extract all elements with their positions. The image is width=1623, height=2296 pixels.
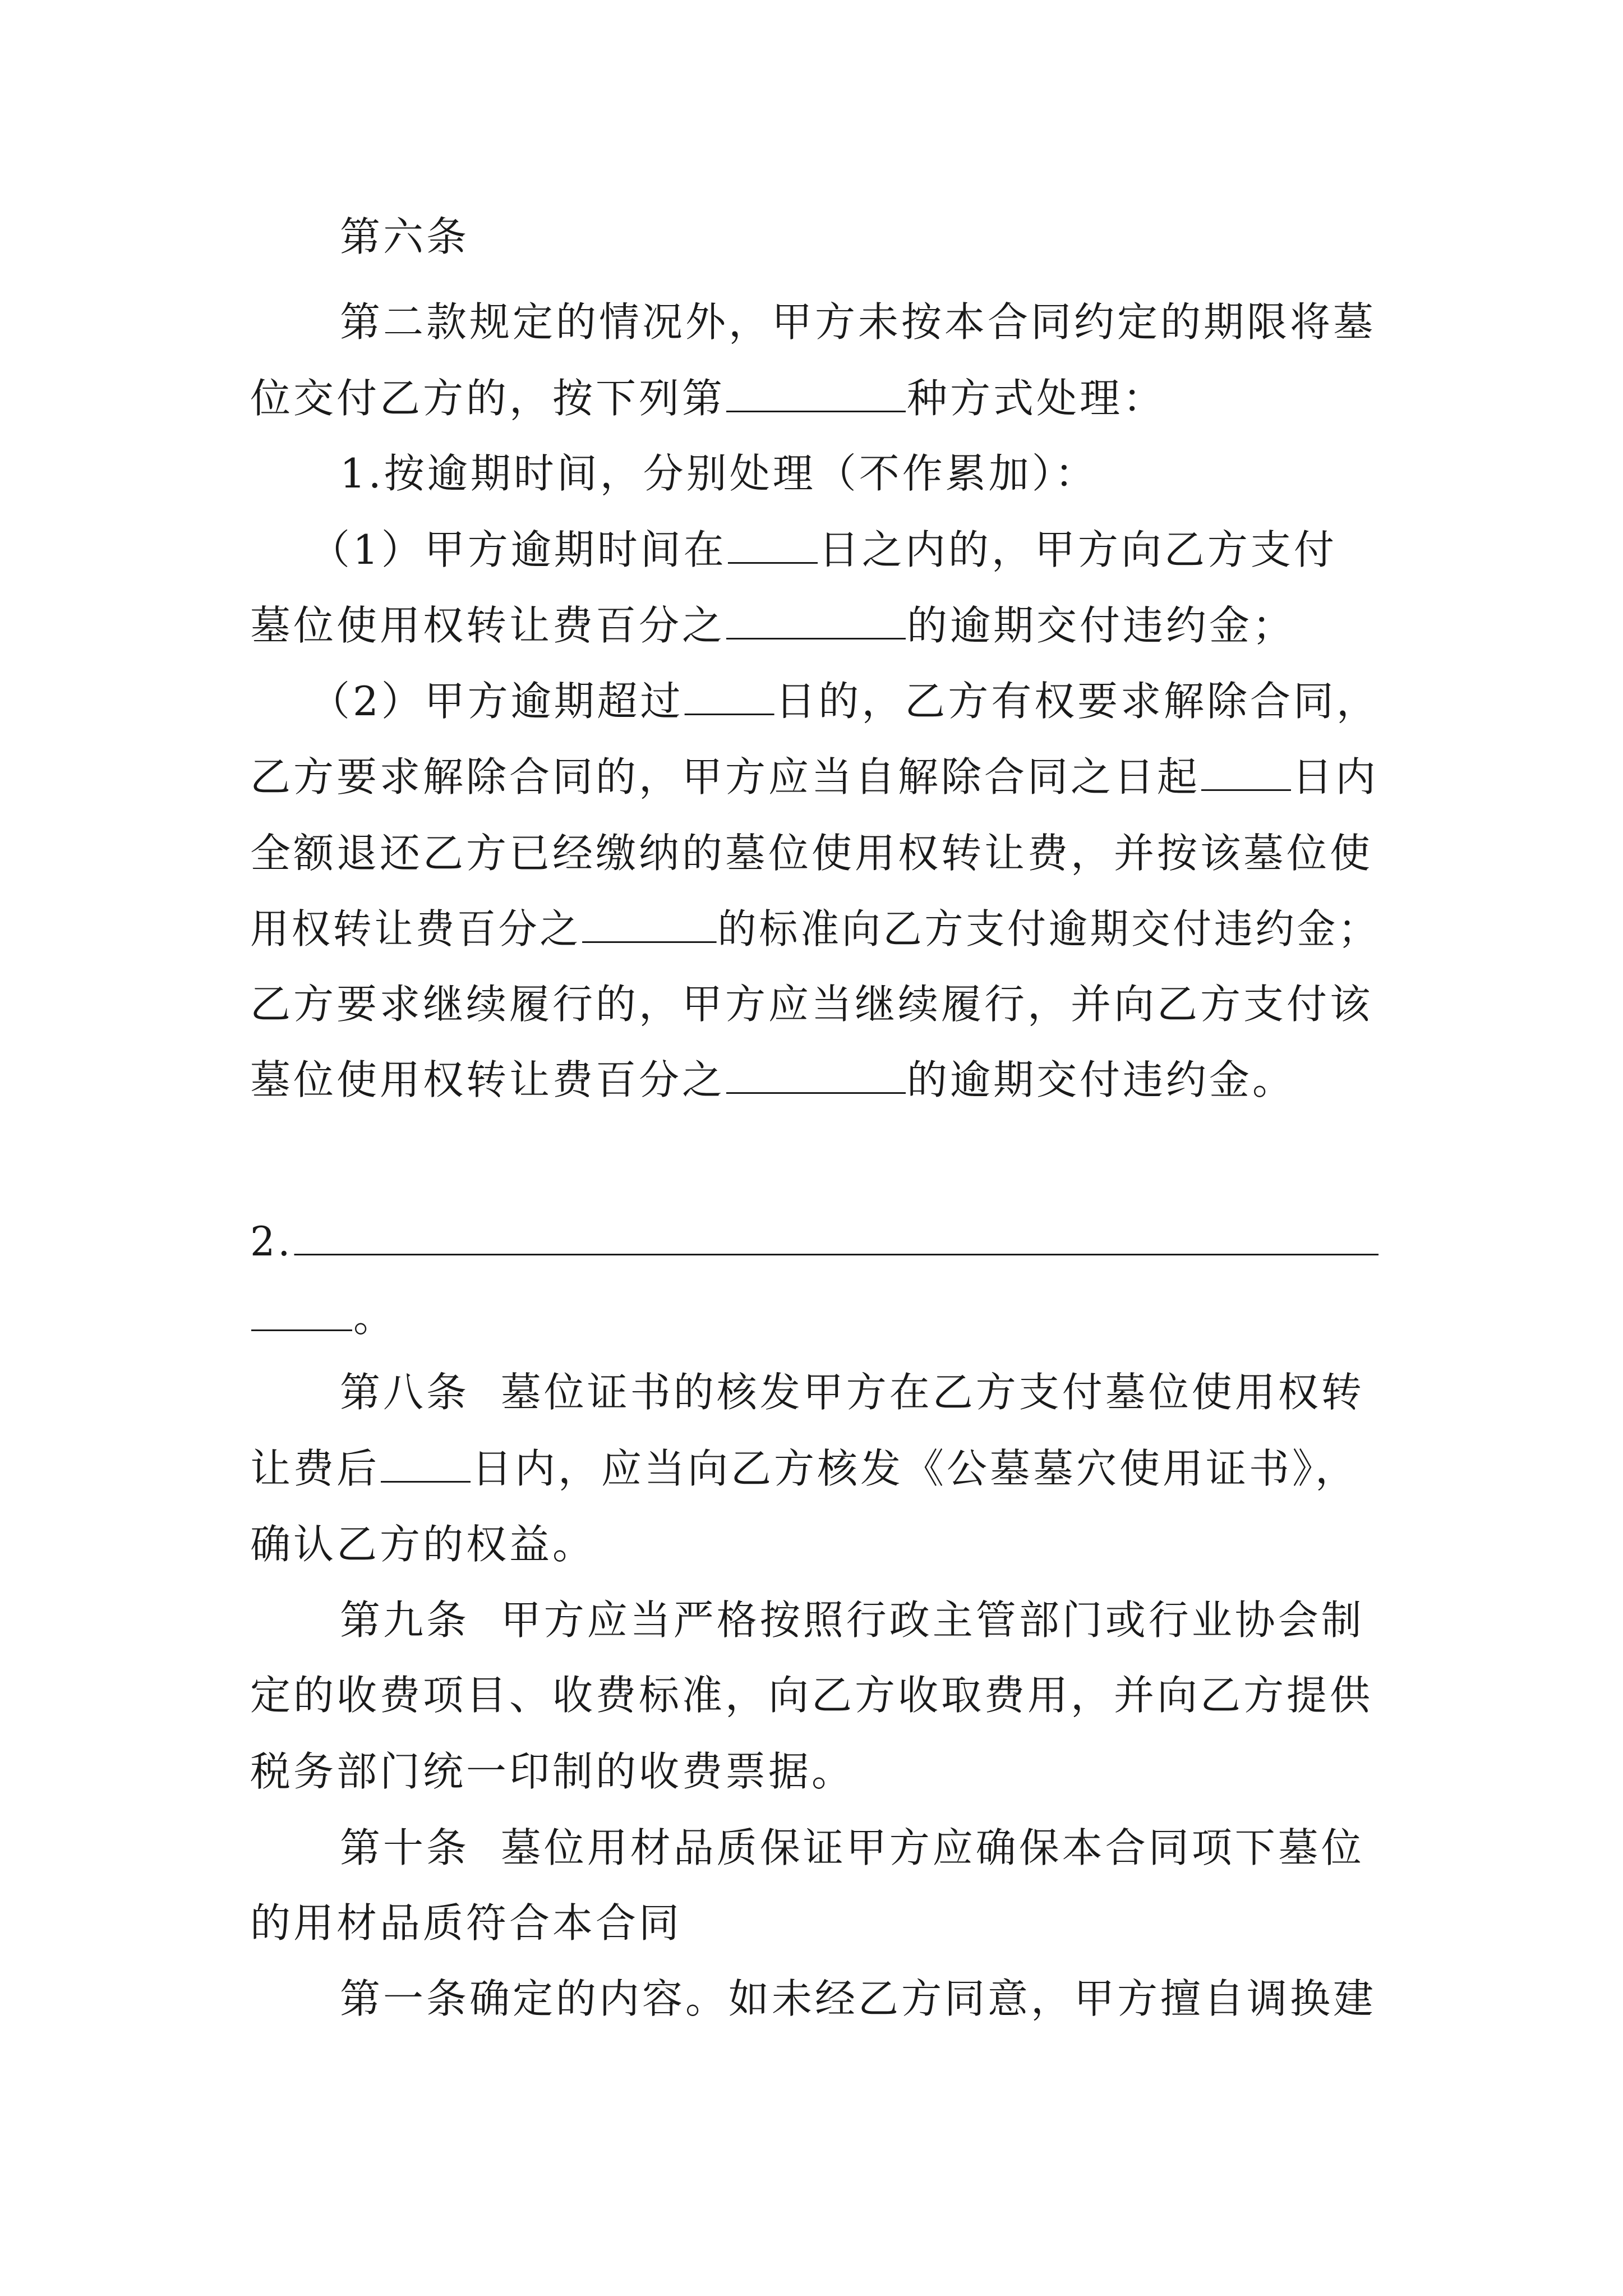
text-segment: 的用材品质符合本合同 xyxy=(250,1899,683,1947)
paragraph-line xyxy=(250,1519,596,1570)
fill-in-blank xyxy=(726,377,906,412)
text-segment: 乙方要求解除合同的，甲方应当自解除合同之日起 xyxy=(250,753,1201,800)
paragraph-line xyxy=(250,828,1373,878)
paragraph-line xyxy=(250,1898,682,1948)
paragraph-line xyxy=(250,373,1166,424)
paragraph-line xyxy=(250,752,1378,802)
fill-in-blank xyxy=(582,908,717,943)
fill-in-blank xyxy=(1201,756,1291,791)
text-segment: 第二款规定的情况外，甲方未按本合同约定的期限将墓 xyxy=(340,298,1377,346)
text-segment: 第一条确定的内容。如未经乙方同意，甲方擅自调换建 xyxy=(340,1975,1377,2022)
sub-item-2 xyxy=(310,676,1380,726)
article-10 xyxy=(340,1823,1364,1873)
fill-in-blank xyxy=(726,1059,906,1094)
text-segment: 。 xyxy=(353,1294,397,1341)
paragraph-line xyxy=(340,1973,1376,2024)
paragraph-line xyxy=(250,600,1295,651)
fill-in-blank xyxy=(728,528,818,564)
text-segment: 第八条 墓位证书的核发甲方在乙方支付墓位使用权转 xyxy=(340,1369,1364,1416)
text-segment: 位交付乙方的，按下列第 xyxy=(250,375,726,422)
text-segment: 日内，应当向乙方核发《公墓墓穴使用证书》， xyxy=(472,1445,1359,1492)
paragraph-line xyxy=(250,1292,396,1342)
text-segment: 用权转让费百分之 xyxy=(250,905,582,953)
list-item-1 xyxy=(340,448,1098,499)
text-segment: 种方式处理： xyxy=(907,375,1166,422)
text-segment: 全额退还乙方已经缴纳的墓位使用权转让费，并按该墓位使 xyxy=(250,830,1373,877)
sub-item-1 xyxy=(310,524,1337,575)
fill-in-blank xyxy=(251,1296,352,1331)
paragraph-line xyxy=(340,297,1376,347)
text-segment: 的标准向乙方支付逾期交付违约金； xyxy=(717,905,1380,953)
article-6-heading xyxy=(340,211,469,262)
paragraph-line xyxy=(250,1670,1373,1720)
text-segment: 2. xyxy=(250,1218,293,1265)
text-segment: 墓位使用权转让费百分之 xyxy=(250,602,726,649)
fill-in-blank xyxy=(684,680,774,715)
fill-in-blank xyxy=(294,1220,1378,1255)
paragraph-line xyxy=(250,904,1380,954)
text-segment: 第九条 甲方应当严格按照行政主管部门或行业协会制 xyxy=(340,1596,1364,1644)
fill-in-blank xyxy=(381,1447,471,1483)
text-segment: 的逾期交付违约金。 xyxy=(907,1056,1296,1103)
text-segment: 第十条 墓位用材品质保证甲方应确保本合同项下墓位 xyxy=(340,1824,1364,1871)
text-segment: 墓位使用权转让费百分之 xyxy=(250,1056,726,1103)
text-segment: 让费后 xyxy=(250,1445,380,1492)
text-segment: 定的收费项目、收费标准，向乙方收取费用，并向乙方提供 xyxy=(250,1672,1373,1719)
paragraph-line xyxy=(250,979,1373,1029)
article-9 xyxy=(340,1595,1364,1645)
article-8 xyxy=(340,1367,1364,1418)
text-segment: 日之内的，甲方向乙方支付 xyxy=(818,526,1337,573)
text-segment: 乙方要求继续履行的，甲方应当继续履行，并向乙方支付该 xyxy=(250,981,1373,1028)
text-segment: 的逾期交付违约金； xyxy=(907,602,1296,649)
fill-in-blank xyxy=(726,604,906,639)
text-segment: 税务部门统一印制的收费票据。 xyxy=(250,1748,855,1795)
text-segment: 第六条 xyxy=(340,213,470,260)
paragraph-line xyxy=(250,1443,1358,1494)
text-segment: （1）甲方逾期时间在 xyxy=(310,526,727,573)
paragraph-line xyxy=(250,1055,1295,1105)
paragraph-line xyxy=(250,1746,855,1797)
text-segment: 日内 xyxy=(1292,753,1379,800)
text-segment: （2）甲方逾期超过 xyxy=(310,678,684,725)
text-segment: 日的，乙方有权要求解除合同， xyxy=(775,678,1380,725)
list-item-2 xyxy=(250,1216,1380,1267)
text-segment: 1.按逾期时间，分别处理（不作累加）： xyxy=(340,450,1098,497)
text-segment: 确认乙方的权益。 xyxy=(250,1521,596,1568)
